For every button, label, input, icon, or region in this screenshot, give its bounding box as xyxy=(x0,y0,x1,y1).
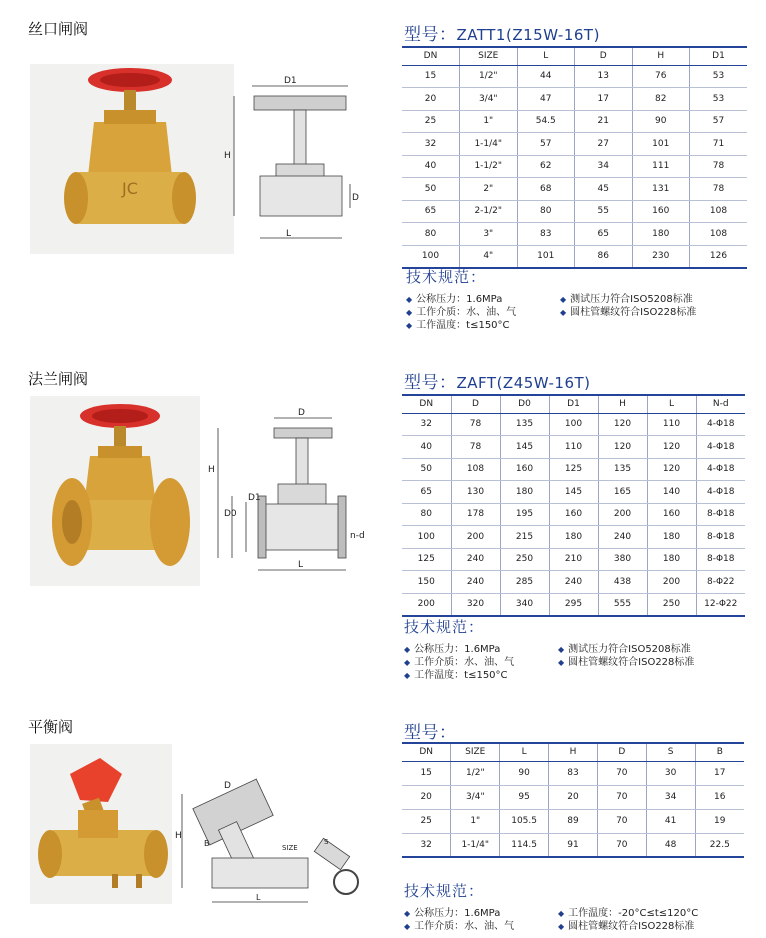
table-cell: 240 xyxy=(549,571,598,594)
model-heading xyxy=(404,718,457,743)
balance-valve-drawing xyxy=(176,774,376,914)
tech-spec-text: 工作介质：水、油、气 xyxy=(414,921,515,932)
table-cell: 82 xyxy=(632,88,690,111)
bullet-icon: ◆ xyxy=(406,321,413,330)
table-cell: 50 xyxy=(402,178,460,201)
table-cell: 91 xyxy=(549,833,598,857)
table-cell: 12-Φ22 xyxy=(696,593,745,616)
table-cell: 32 xyxy=(402,413,451,436)
table-cell: 17 xyxy=(575,88,633,111)
balance-valve-image xyxy=(30,744,172,904)
gate-valve-threaded-photo xyxy=(30,64,234,254)
bullet-icon: ◆ xyxy=(560,295,567,304)
column-header: DN xyxy=(402,47,460,65)
table-row xyxy=(402,571,745,594)
table-cell: 200 xyxy=(402,593,451,616)
column-header: L xyxy=(500,743,549,761)
table-cell: 25 xyxy=(402,809,451,833)
column-header: L xyxy=(517,47,575,65)
table-cell: 110 xyxy=(647,413,696,436)
svg-text:JC: JC xyxy=(122,179,138,198)
bullet-icon: ◆ xyxy=(558,922,565,931)
spec-table xyxy=(402,742,744,858)
dim-label: S xyxy=(324,838,329,846)
dim-label: D xyxy=(224,781,231,791)
table-cell: 200 xyxy=(647,571,696,594)
tech-spec-text: 公称压力：1.6MPa xyxy=(414,644,501,655)
tech-spec-text: 测试压力符合ISO5208标准 xyxy=(568,644,691,655)
column-header: DN xyxy=(402,395,451,413)
table-cell: 178 xyxy=(451,503,500,526)
dim-label: n-d xyxy=(350,531,365,541)
bullet-icon: ◆ xyxy=(406,308,413,317)
table-cell: 54.5 xyxy=(517,110,575,133)
tech-spec-item xyxy=(406,316,516,329)
bullet-icon: ◆ xyxy=(558,658,565,667)
table-cell: 210 xyxy=(549,548,598,571)
table-cell: 95 xyxy=(500,785,549,809)
model-label: 型号： xyxy=(404,373,457,393)
table-cell: 62 xyxy=(517,155,575,178)
model-heading xyxy=(404,20,600,45)
table-cell: 55 xyxy=(575,200,633,223)
table-cell: 145 xyxy=(500,436,549,459)
table-row xyxy=(402,200,747,223)
section-title: 平衡阀 xyxy=(28,718,74,736)
table-cell: 240 xyxy=(598,526,647,549)
table-cell: 140 xyxy=(647,481,696,504)
tech-spec-text: 公称压力：1.6MPa xyxy=(416,294,503,305)
bullet-icon: ◆ xyxy=(558,909,565,918)
table-cell: 17 xyxy=(695,761,744,785)
dim-label: L xyxy=(298,560,304,570)
table-cell: 65 xyxy=(402,481,451,504)
column-header: D1 xyxy=(690,47,748,65)
table-cell: 22.5 xyxy=(695,833,744,857)
dim-label: H xyxy=(208,465,215,475)
gate-valve-flanged-image xyxy=(30,396,200,586)
table-cell: 44 xyxy=(517,65,575,88)
dim-label: SIZE xyxy=(282,844,298,852)
dim-label: D xyxy=(298,408,305,418)
column-header: S xyxy=(646,743,695,761)
table-cell: 120 xyxy=(647,458,696,481)
table-cell: 32 xyxy=(402,133,460,156)
table-cell: 65 xyxy=(575,223,633,246)
table-row xyxy=(402,761,744,785)
table-row xyxy=(402,133,747,156)
table-cell: 101 xyxy=(632,133,690,156)
table-cell: 40 xyxy=(402,155,460,178)
table-cell: 320 xyxy=(451,593,500,616)
bullet-icon: ◆ xyxy=(560,308,567,317)
table-cell: 70 xyxy=(597,833,646,857)
table-cell: 555 xyxy=(598,593,647,616)
bullet-icon: ◆ xyxy=(558,645,565,654)
column-header: D xyxy=(575,47,633,65)
table-cell: 125 xyxy=(549,458,598,481)
tech-spec-title: 技术规范： xyxy=(404,618,485,636)
table-cell: 125 xyxy=(402,548,451,571)
table-cell: 105.5 xyxy=(500,809,549,833)
table-cell: 4-Φ18 xyxy=(696,413,745,436)
dim-label: D1 xyxy=(248,493,261,503)
table-cell: 57 xyxy=(690,110,748,133)
spec-table xyxy=(402,394,745,617)
table-cell: 1-1/4" xyxy=(451,833,500,857)
table-row xyxy=(402,413,745,436)
table-cell: 160 xyxy=(647,503,696,526)
table-cell: 180 xyxy=(632,223,690,246)
table-cell: 83 xyxy=(549,761,598,785)
gate-valve-flanged-drawing xyxy=(208,404,378,580)
table-cell: 78 xyxy=(690,178,748,201)
table-cell: 145 xyxy=(549,481,598,504)
table-cell: 1/2" xyxy=(451,761,500,785)
table-row xyxy=(402,593,745,616)
table-cell: 1-1/4" xyxy=(460,133,518,156)
table-cell: 111 xyxy=(632,155,690,178)
table-cell: 76 xyxy=(632,65,690,88)
column-header: H xyxy=(598,395,647,413)
tech-spec-item xyxy=(406,303,516,316)
table-cell: 4-Φ18 xyxy=(696,458,745,481)
table-row xyxy=(402,481,745,504)
table-row xyxy=(402,548,745,571)
dim-label: H xyxy=(224,151,231,161)
table-cell: 50 xyxy=(402,458,451,481)
table-row xyxy=(402,503,745,526)
gate-valve-threaded-drawing xyxy=(224,76,374,248)
bullet-icon: ◆ xyxy=(406,295,413,304)
table-cell: 130 xyxy=(451,481,500,504)
bullet-icon: ◆ xyxy=(404,671,411,680)
tech-spec-right xyxy=(560,290,696,316)
table-cell: 1-1/2" xyxy=(460,155,518,178)
table-cell: 195 xyxy=(500,503,549,526)
table-row xyxy=(402,155,747,178)
table-cell: 70 xyxy=(597,761,646,785)
dim-label: D0 xyxy=(224,509,237,519)
table-row xyxy=(402,88,747,111)
table-cell: 165 xyxy=(598,481,647,504)
table-cell: 120 xyxy=(598,436,647,459)
dim-label: L xyxy=(256,893,261,902)
tech-spec-right xyxy=(558,904,698,930)
gate-valve-threaded-image xyxy=(30,64,234,254)
model-heading xyxy=(404,368,591,393)
table-cell: 25 xyxy=(402,110,460,133)
table-cell: 200 xyxy=(598,503,647,526)
table-cell: 215 xyxy=(500,526,549,549)
tech-spec-text: 工作温度：-20°C≤t≤120°C xyxy=(568,908,699,919)
table-cell: 100 xyxy=(402,245,460,268)
tech-spec-text: 工作温度：t≤150°C xyxy=(416,320,510,331)
table-row xyxy=(402,833,744,857)
table-cell: 150 xyxy=(402,571,451,594)
tech-spec-text: 测试压力符合ISO5208标准 xyxy=(570,294,693,305)
table-cell: 70 xyxy=(597,785,646,809)
table-cell: 135 xyxy=(598,458,647,481)
tech-spec-item xyxy=(404,653,514,666)
table-cell: 3/4" xyxy=(451,785,500,809)
table-cell: 135 xyxy=(500,413,549,436)
tech-spec-left xyxy=(404,904,514,930)
dim-label: B xyxy=(204,839,210,848)
table-cell: 34 xyxy=(575,155,633,178)
table-cell: 230 xyxy=(632,245,690,268)
table-cell: 110 xyxy=(549,436,598,459)
table-cell: 160 xyxy=(549,503,598,526)
column-header: D xyxy=(451,395,500,413)
table-cell: 20 xyxy=(402,88,460,111)
tech-spec-left xyxy=(404,640,514,679)
tech-spec-item xyxy=(406,290,516,303)
table-cell: 3" xyxy=(460,223,518,246)
table-cell: 57 xyxy=(517,133,575,156)
table-cell: 100 xyxy=(402,526,451,549)
table-cell: 180 xyxy=(647,548,696,571)
table-cell: 108 xyxy=(690,223,748,246)
table-row xyxy=(402,223,747,246)
table-cell: 47 xyxy=(517,88,575,111)
table-cell: 90 xyxy=(500,761,549,785)
tech-spec-text: 工作温度：t≤150°C xyxy=(414,670,508,681)
table-cell: 20 xyxy=(402,785,451,809)
tech-spec-text: 圆柱管螺纹符合ISO228标准 xyxy=(568,921,695,932)
table-cell: 131 xyxy=(632,178,690,201)
column-header: L xyxy=(647,395,696,413)
table-cell: 21 xyxy=(575,110,633,133)
table-cell: 86 xyxy=(575,245,633,268)
dim-label: D xyxy=(352,193,359,203)
dim-label: H xyxy=(175,831,182,841)
table-cell: 40 xyxy=(402,436,451,459)
table-cell: 45 xyxy=(575,178,633,201)
model-label: 型号： xyxy=(404,723,457,743)
model-label: 型号： xyxy=(404,25,457,45)
tech-spec-text: 工作介质：水、油、气 xyxy=(414,657,515,668)
section-title: 丝口闸阀 xyxy=(28,20,89,38)
table-cell: 78 xyxy=(451,413,500,436)
table-cell: 48 xyxy=(646,833,695,857)
table-cell: 120 xyxy=(598,413,647,436)
table-cell: 68 xyxy=(517,178,575,201)
column-header: D xyxy=(597,743,646,761)
table-cell: 120 xyxy=(647,436,696,459)
table-cell: 160 xyxy=(632,200,690,223)
table-cell: 19 xyxy=(695,809,744,833)
table-cell: 1" xyxy=(451,809,500,833)
tech-spec-left xyxy=(406,290,516,329)
table-cell: 285 xyxy=(500,571,549,594)
table-row xyxy=(402,436,745,459)
tech-spec-text: 工作介质：水、油、气 xyxy=(416,307,517,318)
table-row xyxy=(402,809,744,833)
table-cell: 180 xyxy=(647,526,696,549)
tech-spec-text: 圆柱管螺纹符合ISO228标准 xyxy=(568,657,695,668)
table-cell: 80 xyxy=(517,200,575,223)
table-row xyxy=(402,65,747,88)
tech-spec-title: 技术规范： xyxy=(404,882,485,900)
table-cell: 16 xyxy=(695,785,744,809)
table-cell: 108 xyxy=(451,458,500,481)
column-header: B xyxy=(695,743,744,761)
tech-spec-item xyxy=(560,303,696,316)
table-row xyxy=(402,785,744,809)
table-row xyxy=(402,526,745,549)
column-header: H xyxy=(549,743,598,761)
table-cell: 89 xyxy=(549,809,598,833)
table-cell: 101 xyxy=(517,245,575,268)
table-cell: 108 xyxy=(690,200,748,223)
tech-spec-title: 技术规范： xyxy=(406,268,487,286)
tech-spec-item xyxy=(560,290,696,303)
table-cell: 13 xyxy=(575,65,633,88)
table-cell: 1/2" xyxy=(460,65,518,88)
column-header: SIZE xyxy=(451,743,500,761)
table-cell: 78 xyxy=(451,436,500,459)
model-code: ZAFT(Z45W-16T) xyxy=(456,374,591,392)
dim-label: L xyxy=(286,229,292,239)
table-cell: 30 xyxy=(646,761,695,785)
table-cell: 250 xyxy=(500,548,549,571)
table-cell: 240 xyxy=(451,571,500,594)
tech-spec-item xyxy=(404,640,514,653)
balance-valve-photo xyxy=(30,744,172,904)
model-code: ZATT1(Z15W-16T) xyxy=(456,26,600,44)
gate-valve-flanged-photo xyxy=(30,396,200,586)
table-row xyxy=(402,110,747,133)
column-header: D1 xyxy=(549,395,598,413)
column-header: DN xyxy=(402,743,451,761)
column-header: D0 xyxy=(500,395,549,413)
table-cell: 1" xyxy=(460,110,518,133)
table-cell: 250 xyxy=(647,593,696,616)
table-cell: 27 xyxy=(575,133,633,156)
spec-table xyxy=(402,46,747,269)
table-cell: 15 xyxy=(402,65,460,88)
section-title: 法兰闸阀 xyxy=(28,370,89,388)
table-row xyxy=(402,178,747,201)
table-cell: 340 xyxy=(500,593,549,616)
tech-spec-item xyxy=(558,917,698,930)
table-cell: 3/4" xyxy=(460,88,518,111)
column-header: SIZE xyxy=(460,47,518,65)
table-cell: 240 xyxy=(451,548,500,571)
tech-spec-item xyxy=(558,640,694,653)
table-cell: 200 xyxy=(451,526,500,549)
tech-spec-item xyxy=(404,917,514,930)
table-cell: 8-Φ18 xyxy=(696,526,745,549)
table-cell: 15 xyxy=(402,761,451,785)
table-cell: 295 xyxy=(549,593,598,616)
table-cell: 4-Φ18 xyxy=(696,436,745,459)
tech-spec-text: 公称压力：1.6MPa xyxy=(414,908,501,919)
bullet-icon: ◆ xyxy=(404,658,411,667)
tech-spec-item xyxy=(558,904,698,917)
table-cell: 114.5 xyxy=(500,833,549,857)
table-row xyxy=(402,458,745,481)
tech-spec-item xyxy=(404,666,514,679)
table-row xyxy=(402,245,747,268)
table-cell: 2" xyxy=(460,178,518,201)
tech-spec-item xyxy=(404,904,514,917)
table-cell: 32 xyxy=(402,833,451,857)
table-cell: 438 xyxy=(598,571,647,594)
table-cell: 8-Φ18 xyxy=(696,503,745,526)
table-cell: 4" xyxy=(460,245,518,268)
table-cell: 180 xyxy=(500,481,549,504)
table-cell: 90 xyxy=(632,110,690,133)
table-cell: 160 xyxy=(500,458,549,481)
table-cell: 34 xyxy=(646,785,695,809)
table-cell: 41 xyxy=(646,809,695,833)
column-header: H xyxy=(632,47,690,65)
table-cell: 71 xyxy=(690,133,748,156)
table-cell: 65 xyxy=(402,200,460,223)
table-cell: 78 xyxy=(690,155,748,178)
table-cell: 80 xyxy=(402,223,460,246)
table-cell: 2-1/2" xyxy=(460,200,518,223)
bullet-icon: ◆ xyxy=(404,645,411,654)
bullet-icon: ◆ xyxy=(404,909,411,918)
tech-spec-item xyxy=(558,653,694,666)
column-header: N-d xyxy=(696,395,745,413)
table-cell: 8-Φ18 xyxy=(696,548,745,571)
table-cell: 180 xyxy=(549,526,598,549)
table-cell: 53 xyxy=(690,65,748,88)
table-cell: 8-Φ22 xyxy=(696,571,745,594)
table-cell: 80 xyxy=(402,503,451,526)
table-cell: 126 xyxy=(690,245,748,268)
table-cell: 380 xyxy=(598,548,647,571)
table-cell: 83 xyxy=(517,223,575,246)
bullet-icon: ◆ xyxy=(404,922,411,931)
table-cell: 53 xyxy=(690,88,748,111)
table-cell: 70 xyxy=(597,809,646,833)
dim-label: D1 xyxy=(284,76,297,86)
table-cell: 20 xyxy=(549,785,598,809)
table-cell: 100 xyxy=(549,413,598,436)
tech-spec-text: 圆柱管螺纹符合ISO228标准 xyxy=(570,307,697,318)
table-cell: 4-Φ18 xyxy=(696,481,745,504)
tech-spec-right xyxy=(558,640,694,666)
